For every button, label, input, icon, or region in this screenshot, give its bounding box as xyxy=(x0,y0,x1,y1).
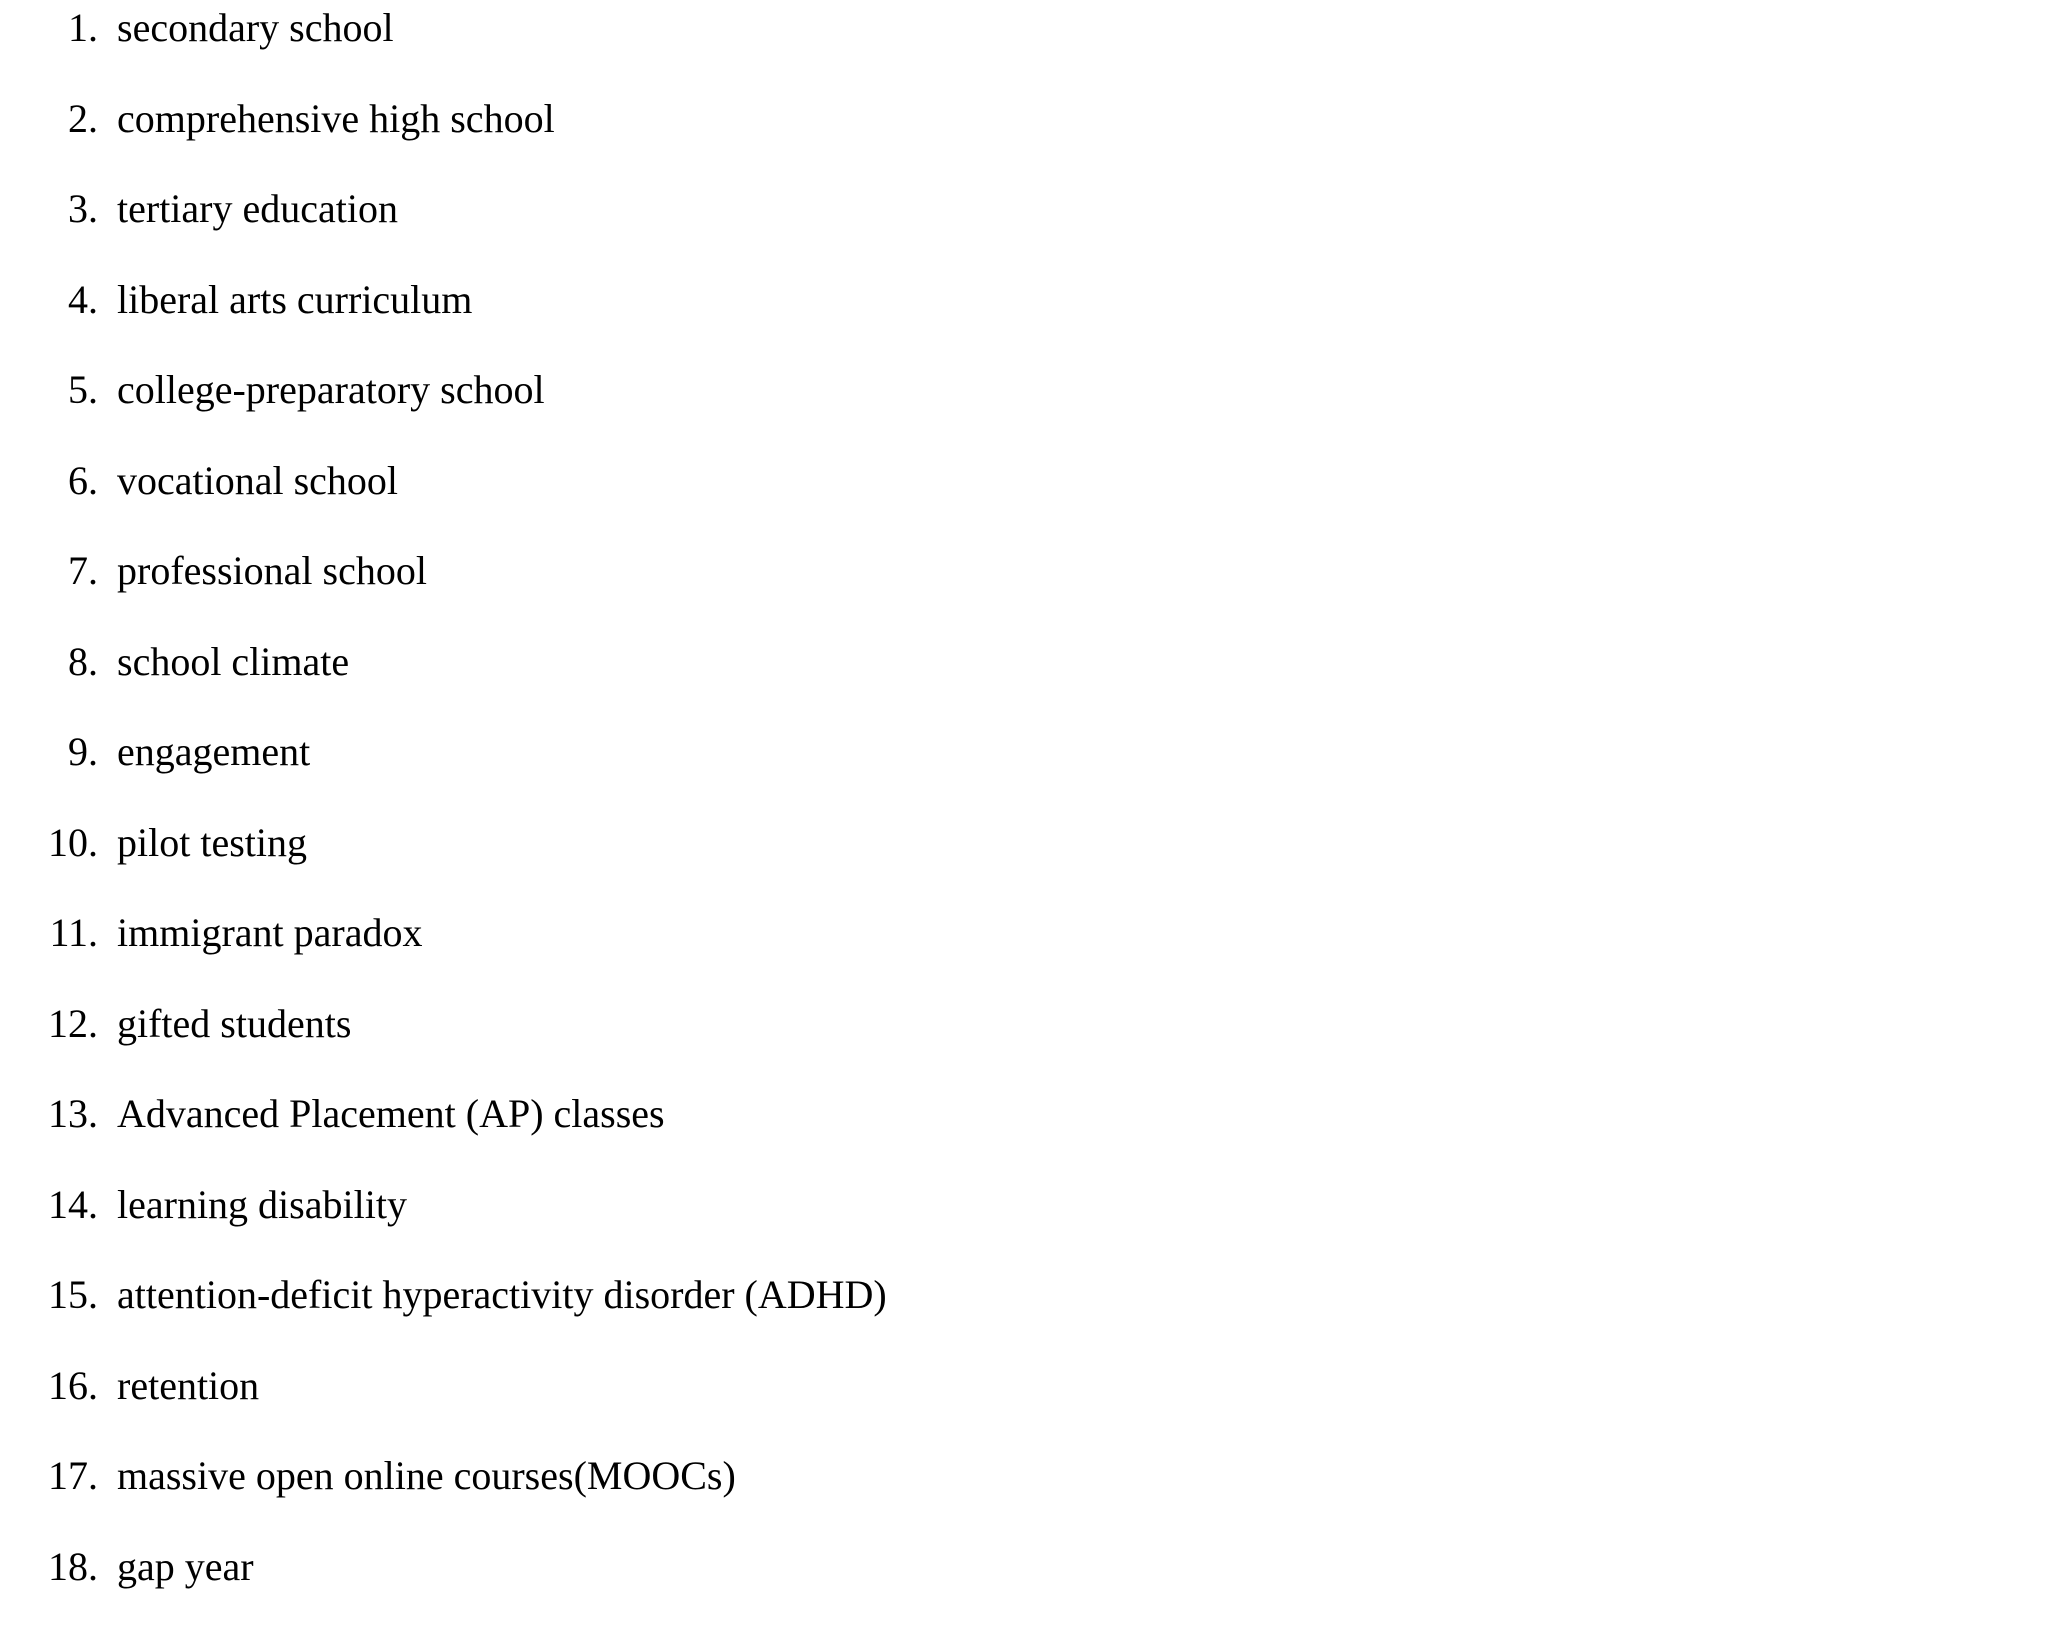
item-number: 14. xyxy=(0,1177,117,1233)
list-item xyxy=(0,996,887,1087)
term-list xyxy=(0,0,887,1629)
list-item xyxy=(0,0,887,91)
item-text: engagement xyxy=(117,724,310,780)
item-text: secondary school xyxy=(117,0,394,56)
item-number: 3. xyxy=(0,181,117,237)
item-number: 6. xyxy=(0,453,117,509)
list-item xyxy=(0,634,887,725)
list-item xyxy=(0,1448,887,1539)
item-text: college-preparatory school xyxy=(117,362,545,418)
list-item xyxy=(0,815,887,906)
item-text: retention xyxy=(117,1358,259,1414)
item-text: attention-deficit hyperactivity disorder (ADHD) xyxy=(117,1267,887,1323)
item-text: learning disability xyxy=(117,1177,407,1233)
item-text: vocational school xyxy=(117,453,398,509)
item-text: school climate xyxy=(117,634,349,690)
list-item xyxy=(0,1267,887,1358)
list-item xyxy=(0,543,887,634)
list-item xyxy=(0,1539,887,1629)
item-text: massive open online courses(MOOCs) xyxy=(117,1448,736,1504)
item-text: comprehensive high school xyxy=(117,91,555,147)
item-number: 2. xyxy=(0,91,117,147)
item-number: 15. xyxy=(0,1267,117,1323)
list-item xyxy=(0,905,887,996)
item-number: 16. xyxy=(0,1358,117,1414)
item-text: liberal arts curriculum xyxy=(117,272,472,328)
item-number: 8. xyxy=(0,634,117,690)
item-number: 13. xyxy=(0,1086,117,1142)
list-item xyxy=(0,1358,887,1449)
item-number: 17. xyxy=(0,1448,117,1504)
item-text: immigrant paradox xyxy=(117,905,422,961)
list-item xyxy=(0,453,887,544)
item-number: 4. xyxy=(0,272,117,328)
item-number: 5. xyxy=(0,362,117,418)
item-number: 9. xyxy=(0,724,117,780)
list-item xyxy=(0,1086,887,1177)
item-number: 7. xyxy=(0,543,117,599)
item-number: 11. xyxy=(0,905,117,961)
item-number: 10. xyxy=(0,815,117,871)
list-item xyxy=(0,181,887,272)
list-item xyxy=(0,1177,887,1268)
item-text: professional school xyxy=(117,543,427,599)
list-item xyxy=(0,272,887,363)
list-item xyxy=(0,362,887,453)
item-text: gifted students xyxy=(117,996,351,1052)
list-item xyxy=(0,91,887,182)
item-text: gap year xyxy=(117,1539,254,1595)
item-number: 12. xyxy=(0,996,117,1052)
item-number: 1. xyxy=(0,0,117,56)
item-text: Advanced Placement (AP) classes xyxy=(117,1086,665,1142)
item-text: tertiary education xyxy=(117,181,398,237)
list-item xyxy=(0,724,887,815)
item-number: 18. xyxy=(0,1539,117,1595)
item-text: pilot testing xyxy=(117,815,307,871)
